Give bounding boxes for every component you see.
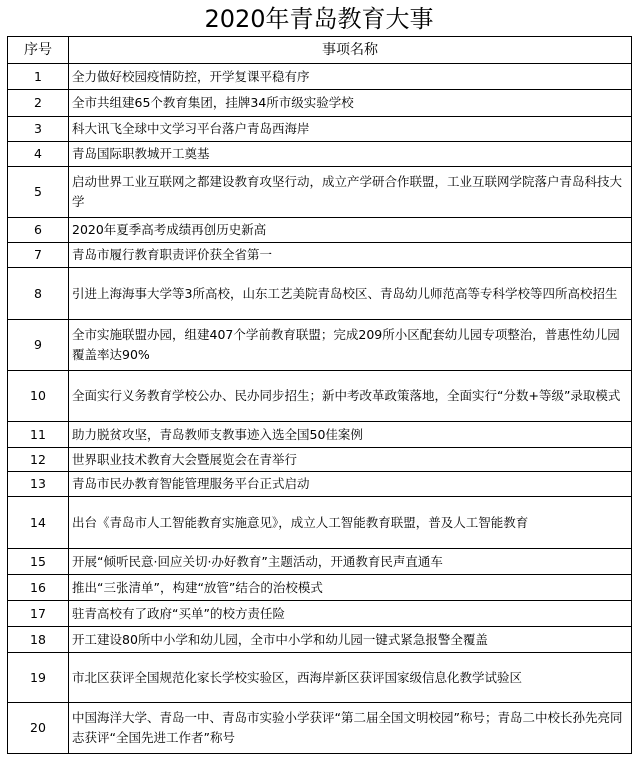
row-number: 20 <box>8 703 69 754</box>
row-event-text: 市北区获评全国规范化家长学校实验区，西海岸新区获评国家级信息化教学试验区 <box>69 653 632 703</box>
row-event-text: 全力做好校园疫情防控，开学复课平稳有序 <box>69 64 632 90</box>
events-table <box>7 36 632 754</box>
table-row <box>8 422 632 448</box>
page-title: 2020年青岛教育大事 <box>204 5 434 33</box>
table-header-row <box>8 37 632 64</box>
row-event-text: 全市实施联盟办园，组建407个学前教育联盟；完成209所小区配套幼儿园专项整治，普惠性幼儿园覆盖率达90% <box>69 320 632 371</box>
row-event-text: 2020年夏季高考成绩再创历史新高 <box>69 218 632 243</box>
row-number: 15 <box>8 549 69 575</box>
row-number: 11 <box>8 422 69 448</box>
row-event-text: 全市共组建65个教育集团，挂牌34所市级实验学校 <box>69 90 632 117</box>
table-row <box>8 243 632 268</box>
row-number: 14 <box>8 497 69 549</box>
row-number: 2 <box>8 90 69 117</box>
table-row <box>8 117 632 142</box>
row-number: 13 <box>8 472 69 497</box>
row-number: 9 <box>8 320 69 371</box>
table-row <box>8 703 632 754</box>
row-number: 12 <box>8 448 69 472</box>
row-number: 6 <box>8 218 69 243</box>
table-row <box>8 320 632 371</box>
table-row <box>8 653 632 703</box>
table-row <box>8 549 632 575</box>
table-row <box>8 601 632 627</box>
row-event-text: 青岛市履行教育职责评价获全省第一 <box>69 243 632 268</box>
row-number: 16 <box>8 575 69 601</box>
table-row <box>8 64 632 90</box>
table-row <box>8 472 632 497</box>
row-number: 1 <box>8 64 69 90</box>
row-number: 3 <box>8 117 69 142</box>
row-number: 17 <box>8 601 69 627</box>
row-event-text: 助力脱贫攻坚，青岛教师支教事迹入选全国50佳案例 <box>69 422 632 448</box>
table-row <box>8 627 632 653</box>
row-event-text: 青岛国际职教城开工奠基 <box>69 142 632 167</box>
row-event-text: 启动世界工业互联网之都建设教育攻坚行动，成立产学研合作联盟，工业互联网学院落户青岛科技大学 <box>69 167 632 218</box>
row-event-text: 青岛市民办教育智能管理服务平台正式启动 <box>69 472 632 497</box>
row-event-text: 推出“三张清单”，构建“放管”结合的治校模式 <box>69 575 632 601</box>
row-number: 5 <box>8 167 69 218</box>
row-event-text: 开展“倾听民意·回应关切·办好教育”主题活动，开通教育民声直通车 <box>69 549 632 575</box>
row-number: 7 <box>8 243 69 268</box>
row-event-text: 中国海洋大学、青岛一中、青岛市实验小学获评“第二届全国文明校园”称号；青岛二中校长孙先亮同志获评“全国先进工作者”称号 <box>69 703 632 754</box>
row-number: 8 <box>8 268 69 320</box>
row-event-text: 科大讯飞全球中文学习平台落户青岛西海岸 <box>69 117 632 142</box>
column-header-event-name: 事项名称 <box>69 37 632 64</box>
table-row <box>8 167 632 218</box>
row-event-text: 全面实行义务教育学校公办、民办同步招生；新中考改革政策落地，全面实行“分数+等级”录取模式 <box>69 371 632 422</box>
table-row <box>8 371 632 422</box>
row-event-text: 引进上海海事大学等3所高校，山东工艺美院青岛校区、青岛幼儿师范高等专科学校等四所高校招生 <box>69 268 632 320</box>
table-row <box>8 218 632 243</box>
table-row <box>8 142 632 167</box>
row-event-text: 出台《青岛市人工智能教育实施意见》，成立人工智能教育联盟，普及人工智能教育 <box>69 497 632 549</box>
column-header-number: 序号 <box>8 37 69 64</box>
row-number: 18 <box>8 627 69 653</box>
row-event-text: 世界职业技术教育大会暨展览会在青举行 <box>69 448 632 472</box>
table-row <box>8 268 632 320</box>
table-row <box>8 448 632 472</box>
table-row <box>8 497 632 549</box>
row-event-text: 开工建设80所中小学和幼儿园，全市中小学和幼儿园一键式紧急报警全覆盖 <box>69 627 632 653</box>
table-row <box>8 575 632 601</box>
row-event-text: 驻青高校有了政府“买单”的校方责任险 <box>69 601 632 627</box>
row-number: 19 <box>8 653 69 703</box>
row-number: 4 <box>8 142 69 167</box>
row-number: 10 <box>8 371 69 422</box>
table-row <box>8 90 632 117</box>
